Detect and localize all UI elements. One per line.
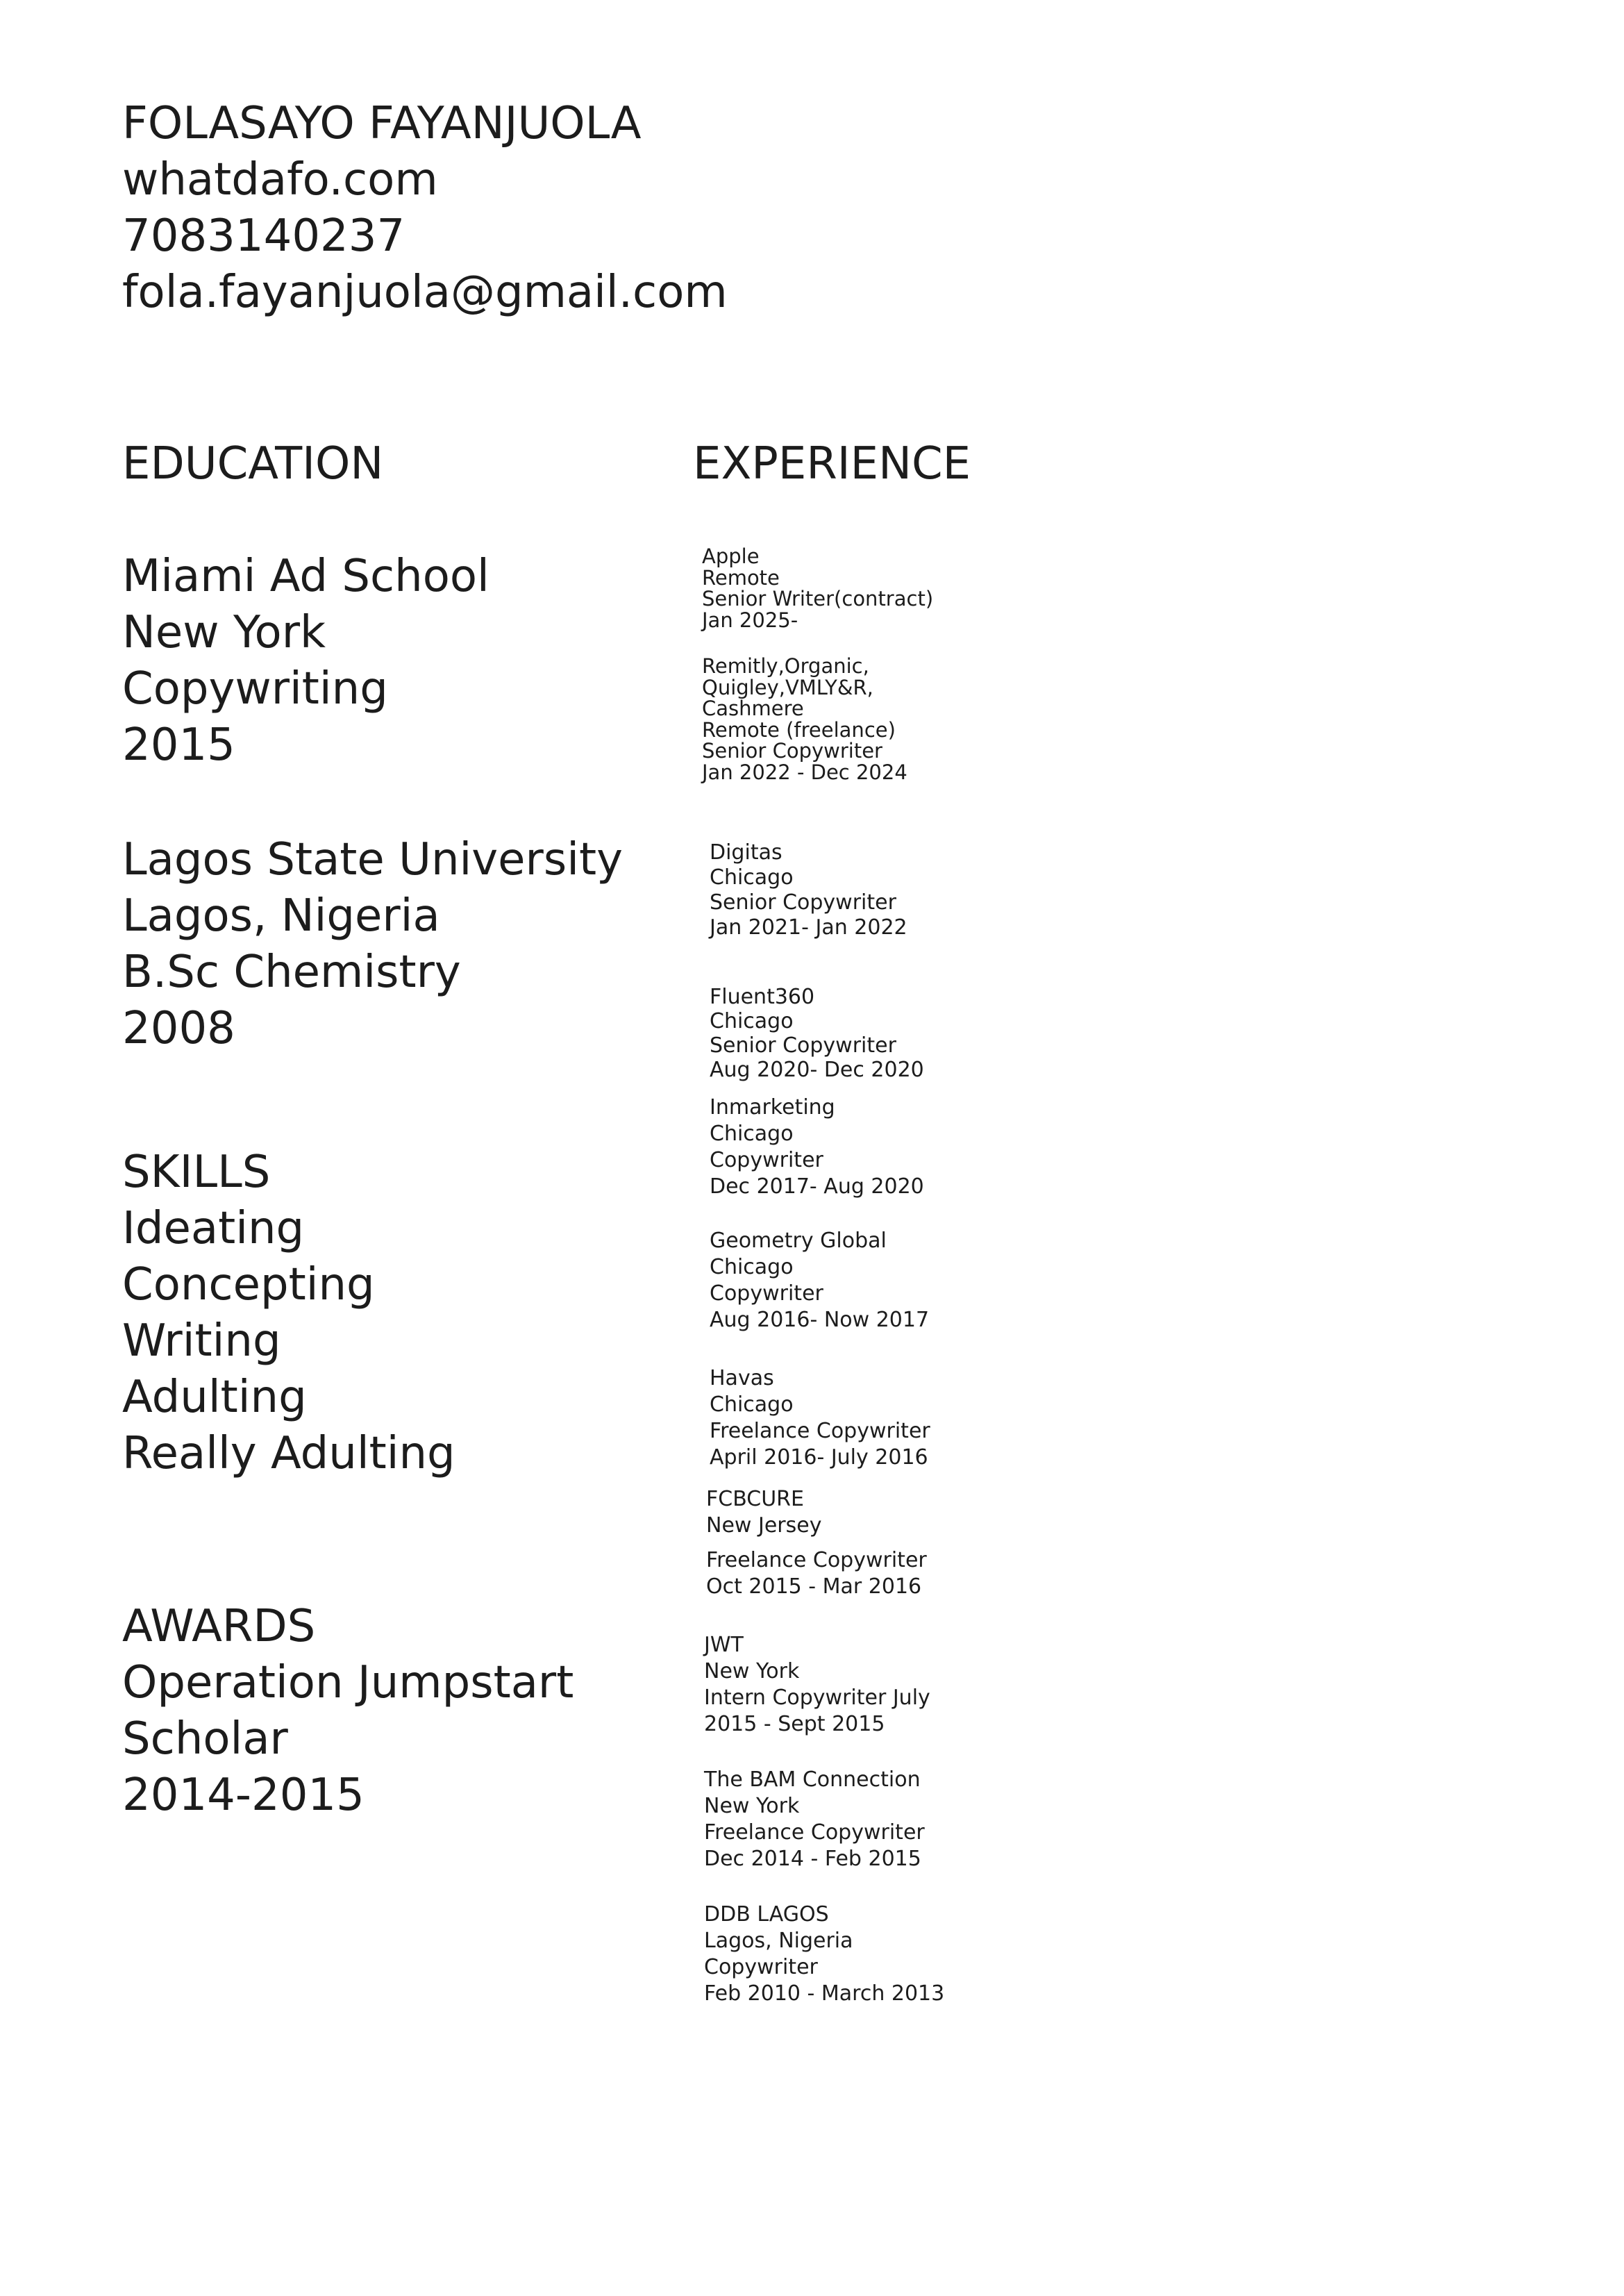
experience-entry bbox=[710, 1228, 929, 1333]
job-title: Freelance Copywriter bbox=[706, 1548, 927, 1572]
job-title: Freelance Copywriter bbox=[710, 1419, 930, 1443]
experience-entry bbox=[704, 1632, 930, 1738]
experience-heading: EXPERIENCE bbox=[693, 438, 971, 490]
email-address: fola.fayanjuola@gmail.com bbox=[122, 267, 728, 318]
job-dates: Aug 2016- Now 2017 bbox=[710, 1308, 930, 1332]
education-entry bbox=[122, 549, 489, 774]
employer: The BAM Connection bbox=[704, 1767, 921, 1792]
skill-item: Ideating bbox=[122, 1203, 305, 1254]
employer: Fluent360 bbox=[710, 985, 815, 1009]
school-name: Miami Ad School bbox=[122, 551, 489, 602]
experience-entry bbox=[706, 1486, 927, 1600]
skill-item: Writing bbox=[122, 1315, 281, 1367]
job-dates: Dec 2017- Aug 2020 bbox=[710, 1174, 924, 1199]
school-location: Lagos, Nigeria bbox=[122, 890, 440, 942]
job-dates: Dec 2014 - Feb 2015 bbox=[704, 1847, 921, 1871]
job-location: New York bbox=[704, 1659, 800, 1683]
job-location: Chicago bbox=[710, 1122, 794, 1146]
job-title: Copywriter bbox=[710, 1281, 823, 1306]
awards-section bbox=[122, 1599, 574, 1824]
contact-header bbox=[122, 96, 728, 321]
job-title: Senior Copywriter bbox=[710, 890, 896, 915]
skill-item: Concepting bbox=[122, 1259, 375, 1311]
job-dates: Jan 2022 - Dec 2024 bbox=[702, 760, 907, 784]
skills-heading: SKILLS bbox=[122, 1147, 271, 1198]
graduation-year: 2008 bbox=[122, 1003, 235, 1054]
employer: Cashmere bbox=[702, 697, 804, 721]
phone-number: 7083140237 bbox=[122, 210, 405, 262]
awards-heading: AWARDS bbox=[122, 1601, 316, 1652]
job-title: Senior Copywriter bbox=[702, 739, 882, 763]
website: whatdafo.com bbox=[122, 154, 438, 206]
graduation-year: 2015 bbox=[122, 719, 235, 771]
skill-item: Really Adulting bbox=[122, 1428, 455, 1479]
experience-entry bbox=[710, 1095, 924, 1200]
field-of-study: B.Sc Chemistry bbox=[122, 947, 461, 998]
skill-item: Adulting bbox=[122, 1372, 307, 1423]
job-location: Remote (freelance) bbox=[702, 717, 896, 742]
job-title: Freelance Copywriter bbox=[704, 1820, 925, 1845]
job-title: Senior Copywriter bbox=[710, 1033, 896, 1058]
job-location: Chicago bbox=[710, 1392, 794, 1417]
school-location: New York bbox=[122, 607, 326, 658]
experience-entry bbox=[704, 1902, 944, 2007]
experience-entry bbox=[704, 1767, 925, 1872]
job-location: Chicago bbox=[710, 865, 794, 890]
job-dates: April 2016- July 2016 bbox=[710, 1445, 928, 1470]
job-location: New Jersey bbox=[706, 1513, 822, 1538]
job-title: Intern Copywriter July bbox=[704, 1686, 930, 1710]
award-line: Operation Jumpstart bbox=[122, 1657, 574, 1708]
employer: Geometry Global bbox=[710, 1229, 887, 1253]
job-title: Copywriter bbox=[704, 1955, 818, 1979]
job-dates: Aug 2020- Dec 2020 bbox=[710, 1058, 924, 1082]
job-location: New York bbox=[704, 1794, 800, 1818]
job-dates: Jan 2025- bbox=[702, 608, 798, 632]
experience-entry bbox=[710, 985, 924, 1082]
employer: Inmarketing bbox=[710, 1095, 835, 1120]
experience-entry bbox=[710, 840, 907, 940]
employer: JWT bbox=[704, 1633, 744, 1657]
experience-entry bbox=[702, 546, 933, 631]
school-name: Lagos State University bbox=[122, 834, 623, 885]
employer: Havas bbox=[710, 1366, 774, 1390]
job-location: Remote bbox=[702, 565, 780, 590]
skills-section bbox=[122, 1145, 455, 1482]
award-line: 2014-2015 bbox=[122, 1770, 365, 1821]
award-line: Scholar bbox=[122, 1713, 288, 1765]
job-dates: Jan 2021- Jan 2022 bbox=[710, 915, 907, 940]
education-heading: EDUCATION bbox=[122, 438, 384, 490]
employer: Digitas bbox=[710, 840, 782, 865]
job-title: Senior Writer(contract) bbox=[702, 587, 934, 611]
job-title: Copywriter bbox=[710, 1148, 823, 1172]
job-dates: Oct 2015 - Mar 2016 bbox=[706, 1574, 922, 1599]
job-dates: 2015 - Sept 2015 bbox=[704, 1712, 885, 1736]
field-of-study: Copywriting bbox=[122, 663, 388, 715]
employer: Quigley,VMLY&R, bbox=[702, 675, 873, 699]
employer: Remitly,Organic, bbox=[702, 654, 869, 678]
employer: Apple bbox=[702, 544, 760, 568]
job-location: Lagos, Nigeria bbox=[704, 1929, 853, 1953]
employer: DDB LAGOS bbox=[704, 1902, 829, 1927]
experience-entry bbox=[702, 656, 907, 783]
job-dates: Feb 2010 - March 2013 bbox=[704, 1981, 945, 2006]
employer: FCBCURE bbox=[706, 1487, 804, 1511]
full-name: FOLASAYO FAYANJUOLA bbox=[122, 98, 642, 149]
job-location: Chicago bbox=[710, 1255, 794, 1279]
job-location: Chicago bbox=[710, 1009, 794, 1033]
experience-entry bbox=[710, 1365, 930, 1471]
education-entry bbox=[122, 832, 623, 1057]
